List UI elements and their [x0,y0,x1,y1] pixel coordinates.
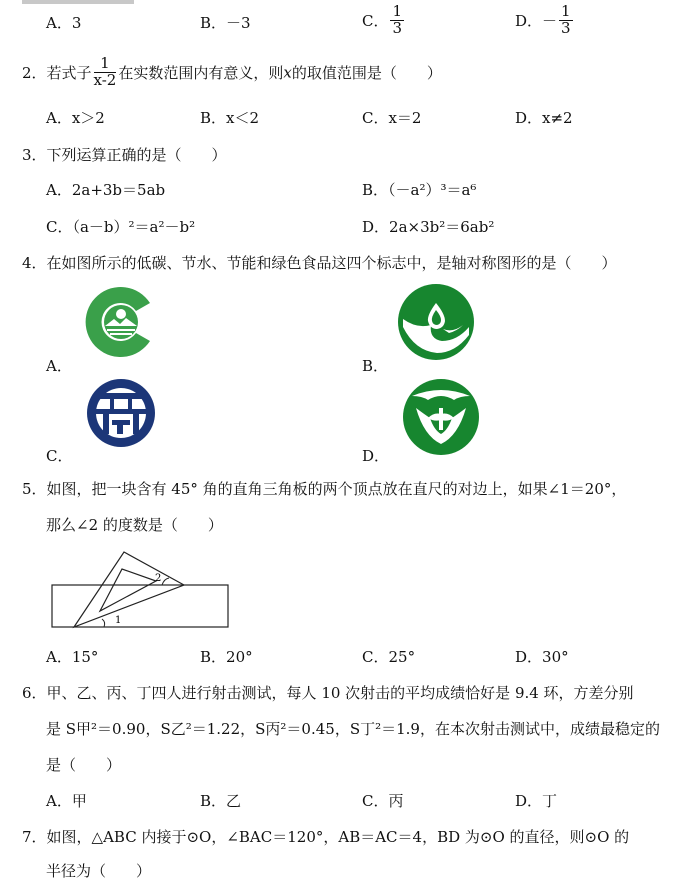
q5-option-a[interactable]: A．15° [46,648,99,666]
q4-stem: 4．在如图所示的低碳、节水、节能和绿色食品这四个标志中，是轴对称图形的是（ ） [22,254,617,272]
q6-option-d[interactable]: D．丁 [515,792,558,810]
q6-option-a[interactable]: A．甲 [46,792,87,810]
q6-stem-line2: 是 S甲²＝0.90，S乙²＝1.22，S丙²＝0.45，S丁²＝1.9，在本次射击测试中，成绩最稳定的 [46,720,660,738]
fraction: $\frac{1}{3}$ [561,2,571,37]
energy-saving-logo-icon [81,378,161,448]
q4-option-b[interactable]: B． [362,357,389,375]
q7-stem-line1: 7．如图，△ABC 内接于⊙O，∠BAC＝120°，AB＝AC＝4，BD 为⊙O 的直径，则⊙O 的 [22,828,630,846]
q4-option-c[interactable]: C． [46,447,73,465]
q7-stem-line2: 半径为（ ） [46,862,152,880]
q3-stem: 3．下列运算正确的是（ ） [22,146,227,164]
angle-1-label: 1 [115,615,122,626]
previous-page-edge [22,0,134,4]
angle-2-label: 2 [155,573,162,584]
q1-option-d[interactable]: D．－ $\frac{1}{3}$ [515,2,571,37]
q5-option-b[interactable]: B．20° [200,648,253,666]
q4-option-a[interactable]: A． [46,357,72,375]
q6-stem-line3: 是（ ） [46,756,122,774]
q5-option-c[interactable]: C．25° [362,648,416,666]
fraction: $\frac{1}{3}$ [392,2,403,37]
fraction: $\frac{1}{x-2}$ [93,54,117,89]
q1-option-a[interactable]: A．3 [46,14,82,32]
q6-option-b[interactable]: B．乙 [200,792,242,810]
q1-option-c[interactable]: C． $\frac{1}{3}$ [362,2,403,37]
low-carbon-logo-icon [82,283,160,361]
water-saving-logo-icon [397,283,475,361]
q6-option-c[interactable]: C．丙 [362,792,404,810]
q1-option-b[interactable]: B．－3 [200,14,251,32]
q3-option-a[interactable]: A．2a+3b＝5ab [46,181,166,199]
q5-stem-line2: 那么∠2 的度数是（ ） [46,516,223,534]
q6-stem-line1: 6．甲、乙、丙、丁四人进行射击测试，每人 10 次射击的平均成绩恰好是 9.4 环，方差分别 [22,684,634,702]
q5-option-d[interactable]: D．30° [515,648,569,666]
q4-option-d[interactable]: D． [362,447,390,465]
q3-option-b[interactable]: B．（－a²）³＝a⁶ [362,181,477,199]
q2-option-a[interactable]: A．x＞2 [46,109,105,127]
q2-option-c[interactable]: C．x＝2 [362,109,422,127]
q2-option-b[interactable]: B．x＜2 [200,109,260,127]
q5-stem-line1: 5．如图，把一块含有 45° 角的直角三角板的两个顶点放在直尺的对边上，如果∠1＝20°， [22,480,627,498]
ruler-triangle-figure [48,551,232,631]
q3-option-c[interactable]: C．（a－b）²＝a²－b² [46,218,196,236]
q2-option-d[interactable]: D．x≠2 [515,109,573,127]
q2-stem: 2．若式子 $\frac{1}{x-2}$ 在实数范围内有意义，则x的取值范围是（ ） [22,54,442,89]
q3-option-d[interactable]: D．2a×3b²＝6ab² [362,218,495,236]
green-food-logo-icon [402,378,480,456]
